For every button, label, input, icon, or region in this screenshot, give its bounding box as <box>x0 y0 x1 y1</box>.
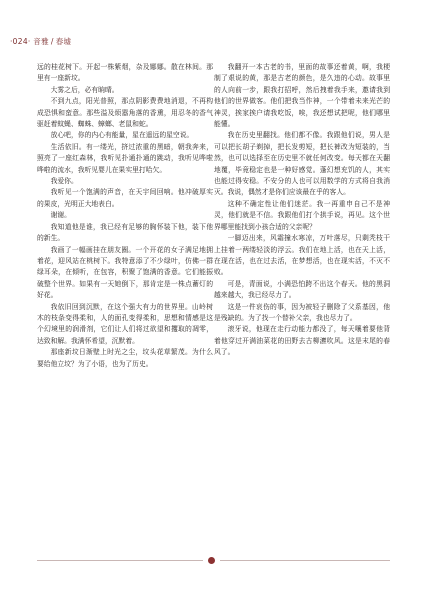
page-number: ·024· <box>10 37 31 46</box>
section-title: 音雅 <box>33 37 49 46</box>
paragraph: 远的桂花树下。开起一株紫烟，杂及娜娜。散在林间。那里有一座新坟。 <box>37 63 213 83</box>
paragraph: 生活依旧。有一缕光，挤过浓重的黑暗，朝我奔来，照亮了一座红森林，我听见扑通扑通的跳动，我听见哗啦哗啦的流水，我听见婴儿在果实里打哈欠。 <box>37 142 213 174</box>
paragraph: 那座新坟日渐壁上时光之尘，坟头花草繁茂。为什么要给他立坟？为了小语，也为了历史。 <box>37 348 213 368</box>
paragraph: 这是一件哀伤的事，因为被轻子删除了父系基因，他是残缺的。为了找一个替补父亲，我也尽力了。 <box>214 302 390 322</box>
subsection-title: 春墟 <box>55 37 72 46</box>
paragraph: 我听见一个饱满的声音，在天宇间回响。他冲破厚实的果皮，光明正大地表白。 <box>37 188 213 208</box>
paragraph: 我知道他是谁，我已经有足够的胸怀装下他，装下他的新生。 <box>37 222 213 243</box>
paragraph: 放心吧，你的内心有能量，星在遥远的星空说。 <box>50 131 194 140</box>
footer-rule-left <box>37 560 203 561</box>
paragraph: 一脚迈出来，风霜撞水寒凉，万叶落尽，只剩秃枝干上挂着一两缕轻淡的浮云。我们在地上活，也在天上活，在现在活，也在过去活，在梦想活，也在现实活，不灭不败。 <box>214 234 390 277</box>
paragraph: 我爱你。 <box>50 177 78 186</box>
paragraph: 我依旧回到沉默，在这个强大有力的世界里。山岭树木的枝条变得柔和，人的面孔变得柔和，思想和情感是这个幻境里的润滑剂，它们让人们将过欲望和攫取的凋零，达致和解。我满怀希望，沉默着。 <box>37 302 213 345</box>
paragraph: 这种不确定性让他们迷茫。我一再重申自己不是神灵，他们就是不信。我跟他们打个拱手说，再见。这个世界哪里能找到小孩合适的父亲呢？ <box>214 199 390 231</box>
paragraph: 谢谢。 <box>50 211 71 220</box>
page-dot-ornament <box>208 557 215 564</box>
right-column <box>214 62 390 359</box>
left-column <box>37 62 213 370</box>
paragraph: 可是，青面说，小满恐怕跨不出这个春天。他的黑洞越来越大，我已经尽力了。 <box>214 279 390 300</box>
paragraph: 我在历史里翻找。他们都不像。我跟他们说，男人是可以把长胡子剃掉，把长发剪短，把长裤改为短装的，当然，也可以选择至在历史里不就任何改变。每天都在天翻地覆，毕竟稳定也是一种好感觉。蓬幻想充饥的人，其实也能过得安稳。不安分的人也可以用数学的方式将自我消灭。我说，偶然才是你们应该最在乎的客人。 <box>214 131 390 197</box>
footer-rule-right <box>220 560 390 561</box>
paragraph: 我画了一幅画挂在朋友圈。一个开花的女子满足地拥着花，迎风站在桃树下。我特意添了不少绿叶，仿佛一群绿耳朵，在倾听，在包容，积聚了饱满的香意。它们能振破整个世界。如果有一天她倒下，那肯定是一株点蓄灯的好花。 <box>37 245 213 300</box>
paragraph: 不到九点，阳光普照，那点阴影费费地消退，不再构成恐惧和蛮意。那些溢及烦嚣角落的香熏，用忍冬的香气驱赶着蚊蝇、蜘蛛、蟑螂、老鼠和蛇。 <box>37 97 213 129</box>
header-separator: / <box>50 37 54 46</box>
paragraph: 大雾之后，必有晌晴。 <box>50 85 119 94</box>
paragraph: 我翻开一本古老的书，里面的故事还着黄，啊，我梗制了艰说的黄，那是古老的颜色，是久违的心动。故事里的人向前一步，跟我打招呼，然后拽着我手来，邀请我到他们的世界做客。他们把我当作神，一个带着未来光芒的神灵，挨家挨户请我吃饭，唉，我还想试把呢，他们哪里能懂。 <box>214 63 390 129</box>
page-header <box>10 36 71 48</box>
paragraph: 滚牙说，他现在走行动能力都没了，每天嚷着要他背着他穿过开满油菜花的田野去古柳瀌吹风。这是末尾的春风了。 <box>214 325 390 357</box>
